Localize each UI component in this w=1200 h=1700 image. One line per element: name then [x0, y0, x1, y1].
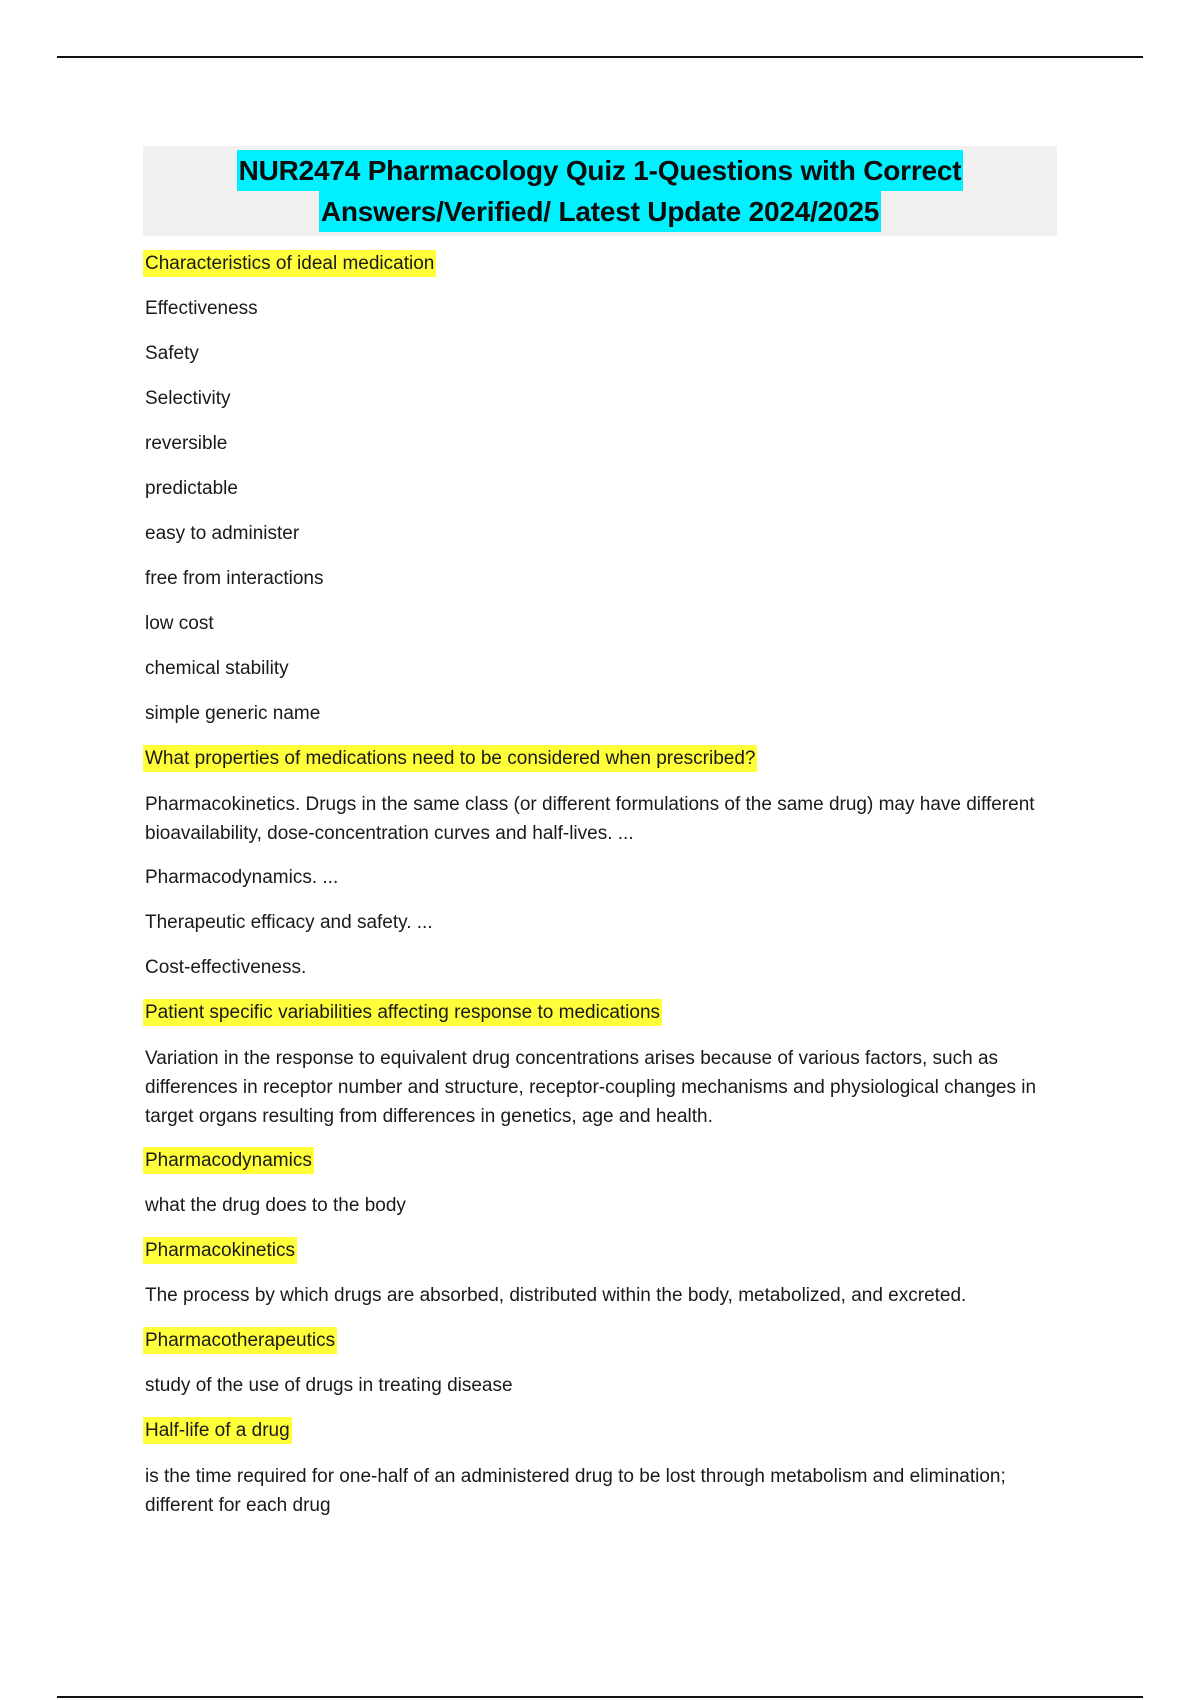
section-heading	[145, 250, 1057, 277]
list-item: predictable	[145, 478, 238, 499]
answer-text: study of the use of drugs in treating disease	[145, 1375, 513, 1396]
section-heading	[145, 1237, 1057, 1264]
list-item: easy to administer	[145, 523, 300, 544]
answer-text: The process by which drugs are absorbed, distributed within the body, metabolized, and excreted.	[145, 1285, 967, 1306]
top-rule	[57, 56, 1143, 58]
heading-pharmacodynamics: Pharmacodynamics	[143, 1147, 314, 1174]
list-item: simple generic name	[145, 703, 321, 724]
bottom-rule	[57, 1696, 1143, 1698]
answer-paragraph: is the time required for one-half of an administered drug to be lost through metabolism and elimination; different for each drug	[145, 1466, 1006, 1516]
heading-characteristics: Characteristics of ideal medication	[143, 250, 436, 277]
document-title-line-2: Answers/Verified/ Latest Update 2024/2025	[319, 191, 881, 232]
list-item: low cost	[145, 613, 214, 634]
heading-pharmacotherapeutics: Pharmacotherapeutics	[143, 1327, 337, 1354]
title-banner	[143, 146, 1057, 236]
heading-pharmacokinetics: Pharmacokinetics	[143, 1237, 297, 1264]
document-body	[145, 146, 1057, 1536]
heading-patient-variabilities: Patient specific variabilities affecting response to medications	[143, 999, 662, 1026]
list-item: chemical stability	[145, 658, 289, 679]
answer-paragraph: Pharmacokinetics. Drugs in the same class (or different formulations of the same drug) may have different bioavailability, dose-concentration curves and half-lives. ...	[145, 794, 1035, 844]
list-item: Therapeutic efficacy and safety. ...	[145, 912, 433, 933]
section-heading	[145, 1147, 1057, 1174]
section-heading	[145, 1327, 1057, 1354]
answer-text: what the drug does to the body	[145, 1195, 406, 1216]
list-item: Cost-effectiveness.	[145, 957, 307, 978]
list-item: Selectivity	[145, 388, 231, 409]
list-item: free from interactions	[145, 568, 324, 589]
section-heading	[145, 745, 1057, 772]
list-item: Pharmacodynamics. ...	[145, 867, 339, 888]
heading-properties: What properties of medications need to be considered when prescribed?	[143, 745, 757, 772]
answer-paragraph: Variation in the response to equivalent drug concentrations arises because of various factors, such as differences in receptor number and structure, receptor-coupling mechanisms and physiological changes in target organs resulting from differences in genetics, age and health.	[145, 1048, 1037, 1127]
heading-half-life: Half-life of a drug	[143, 1417, 292, 1444]
section-heading	[145, 999, 1057, 1026]
list-item: reversible	[145, 433, 228, 454]
document-title-line-1: NUR2474 Pharmacology Quiz 1-Questions with Correct	[237, 150, 964, 191]
section-heading	[145, 1417, 1057, 1444]
list-item: Safety	[145, 343, 199, 364]
list-item: Effectiveness	[145, 298, 258, 319]
